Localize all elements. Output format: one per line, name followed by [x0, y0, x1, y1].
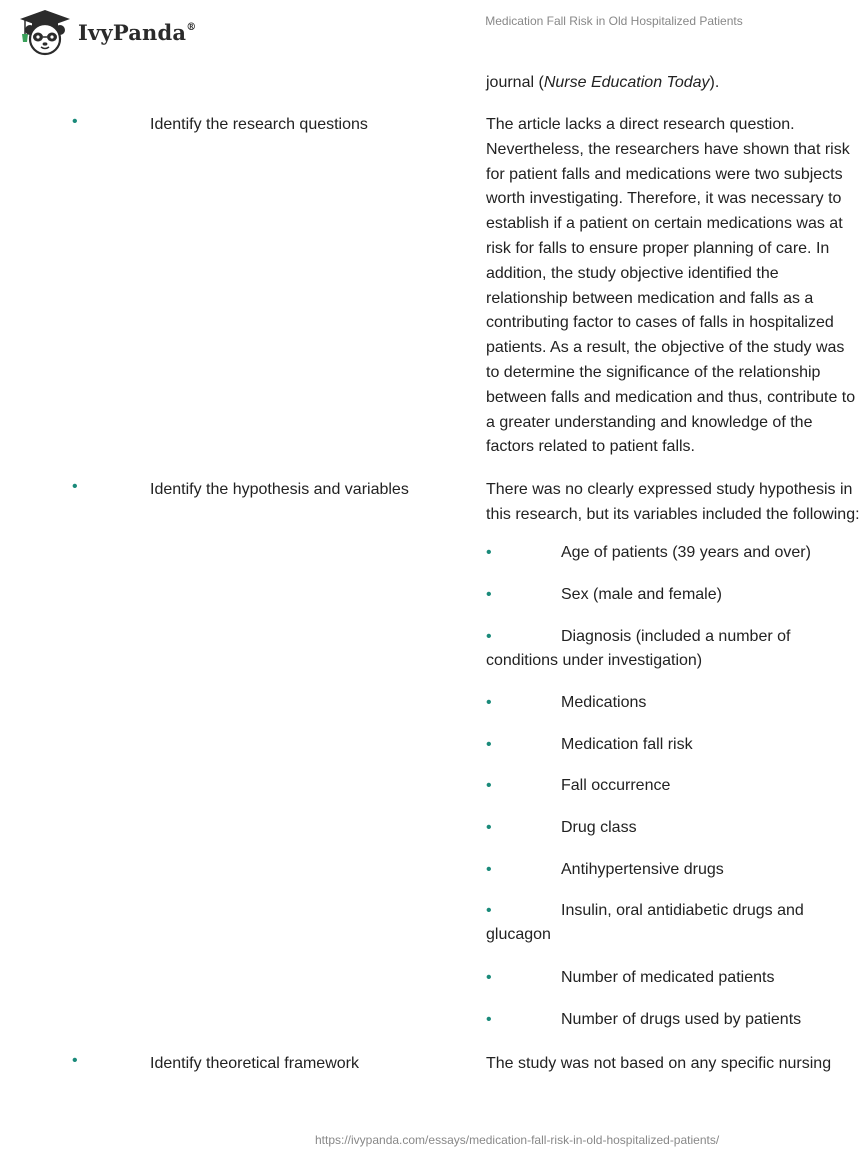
bullet-icon: • [486, 694, 492, 711]
bullet-icon: • [486, 628, 492, 645]
brand-name: IvyPanda® [78, 19, 197, 45]
bullet-icon: • [486, 969, 492, 986]
bullet-icon: • [486, 586, 492, 603]
bullet-icon: • [486, 736, 492, 753]
bullet-icon: • [486, 777, 492, 794]
bullet-icon: • [72, 113, 78, 130]
bullet-icon: • [486, 861, 492, 878]
bullet-icon: • [486, 902, 492, 919]
section-text: The article lacks a direct research question. Nevertheless, the researchers have shown that risk for patient falls and medications were two subjects worth investigating. Therefore, it was necessary to establish if a patient on certain medications was at risk for falls to ensure proper planning of care. In addition, the study objective identified the relationship between medication and falls as a contributing factor to cases of falls in hospitalized patients. As a result, the objective of the study was to determine the significance of the relationship between falls and medication and thus, contribute to a greater understanding and knowledge of the factors related to patient falls. [486, 116, 856, 456]
section-text: The study was not based on any specific nursing [486, 1055, 832, 1072]
ivypanda-logo[interactable] [16, 8, 196, 56]
section-label: Identify the hypothesis and variables [150, 481, 409, 498]
source-url[interactable]: https://ivypanda.com/essays/medication-fall-risk-in-old-hospitalized-patients/ [315, 1133, 720, 1147]
bullet-icon: • [486, 1011, 492, 1028]
bullet-icon: • [486, 544, 492, 561]
section-label: Identify the research questions [150, 116, 368, 133]
intro-line: journal (Nurse Education Today). [486, 74, 720, 91]
journal-name: Nurse Education Today [543, 74, 710, 91]
document-title: Medication Fall Risk in Old Hospitalized Patients [485, 14, 743, 28]
page-header [0, 0, 800, 60]
section-text: There was no clearly expressed study hypothesis in this research, but its variables included the following: [486, 481, 860, 523]
section-label: Identify theoretical framework [150, 1055, 359, 1072]
bullet-icon: • [486, 819, 492, 836]
bullet-icon: • [72, 478, 78, 495]
panda-graduate-icon [16, 8, 74, 56]
bullet-icon: • [72, 1052, 78, 1069]
